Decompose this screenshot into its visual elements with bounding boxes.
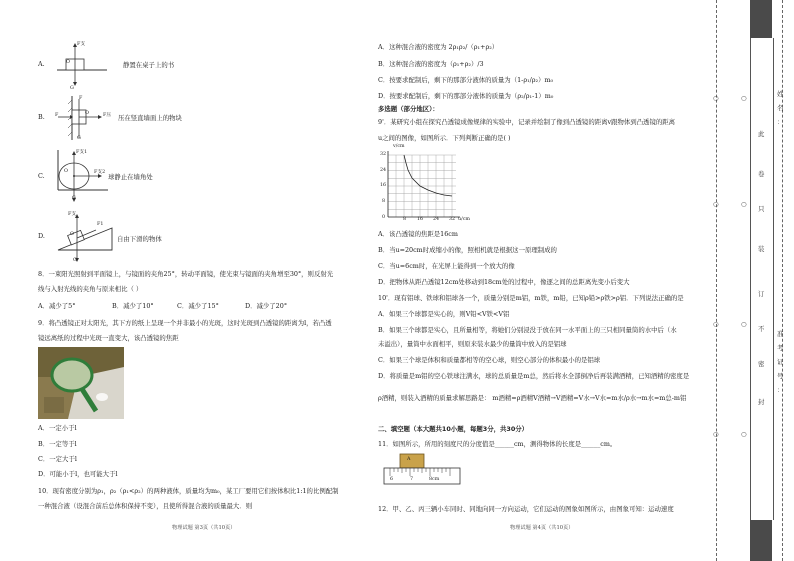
sidebar-mark: ○: [741, 94, 747, 102]
force-label: G: [73, 258, 77, 263]
sidebar-mark: ○: [713, 94, 719, 102]
force-label: G: [70, 86, 74, 91]
object-label: O: [66, 60, 70, 65]
magnifier-photo: [38, 347, 124, 419]
sidebar-mark: ○: [741, 320, 747, 328]
option-c: C．如果三个球是体积和质量都相等的空心球，则空心部分的体积最小的是铝球: [378, 356, 601, 364]
graph-ytick: 24: [380, 168, 387, 173]
question-stem: 一种混合液（设混合前后总体积保持不变），且使所得混合液的质量最大．则: [38, 502, 253, 510]
ruler-block-label: A: [407, 457, 411, 462]
ruler-tick: 8cm: [429, 477, 440, 482]
option-a: A．该凸透镜的焦距是16cm: [378, 230, 458, 238]
question-stem: 线与入射光线的夹角与原来相比（ ）: [38, 285, 143, 293]
option-b: B．当u=20cm时成缩小的像，照相机就是根据这一原理制成的: [378, 246, 557, 254]
sidebar-label: 订: [758, 290, 765, 298]
object-label: O: [70, 232, 74, 237]
option-b: B．如果三个球都是实心，且所量相等，将她们分别浸没于放在同一水平面上的三只相同量筒的水中后（水: [378, 326, 677, 334]
ruler-figure: [382, 452, 462, 498]
sidebar-label: 考: [777, 344, 784, 352]
force-label: F支2: [94, 170, 106, 175]
option-d-cont: ρ酒精，则装入酒精的质量求解思路是： m酒精=ρ酒精V酒精→V酒精=V水→V水=m水/ρ水→m水=m总-m铝: [378, 394, 687, 402]
option-d: D．将质量是m铝的空心铁球注满水，球的总质量是m总，然后将水全部倒净后再装满酒精，已知酒精的密度是: [378, 372, 690, 380]
sidebar-label: 准: [777, 330, 784, 338]
q10-option-a: A．这种混合液的密度为 2ρ₁ρ₂/（ρ₁+ρ₂）: [378, 43, 499, 51]
sidebar-mark: ○: [713, 320, 719, 328]
sidebar-label: 名: [777, 104, 784, 112]
sidebar-frame: [750, 38, 774, 520]
option-c: C．一定大于l: [38, 455, 77, 463]
figure-caption: 静置在桌子上的书: [123, 61, 175, 69]
option-letter: A.: [38, 60, 45, 68]
question-stem: 10．现有密度分别为ρ₁，ρ₂（ρ₁<ρ₂）的两种液体，质量均为m₀，某工厂要用它们按体积比1:1的比例配制: [38, 487, 339, 495]
q10-option-d: D．按要求配制后，剩下的那部分液体的质量为（ρ₂/ρ₁-1）m₀: [378, 92, 554, 100]
question-stem: 镜远离纸的过程中光斑一直变大，该凸透镜的焦距: [38, 334, 179, 342]
force-label: F支1: [76, 150, 88, 155]
question-stem: 8．一束阳光照射到平面镜上，与镜面的夹角25°，转动平面镜，使光束与镜面的夹角增至30°，则反射光: [38, 270, 334, 278]
question-stem: 10'．现有铝球、铁球和铝球各一个，质量分别是m铝，m铁，m铅，已知ρ铅>ρ铁>ρ铝．下列说法正确的是: [378, 294, 684, 302]
sidebar-label: 号: [777, 372, 784, 380]
sidebar-dark-block: [750, 520, 772, 561]
sidebar-label: 证: [777, 358, 784, 366]
force-label: F: [55, 113, 59, 118]
question-stem: u之间的图像，如图所示．下列判断正确的是( ): [378, 134, 511, 142]
question-12: 12．甲、乙、丙三辆小车同时、同地向同一方向运动，它们运动的图象如图所示，由图象可知：运动速度: [378, 505, 674, 513]
sidebar-label: 此: [758, 130, 765, 138]
force-diagram-c: [52, 148, 112, 204]
sidebar-label: 不: [758, 325, 765, 333]
figure-caption: 球静止在墙角处: [108, 173, 153, 181]
option-a: A．一定小于l: [38, 424, 77, 432]
force-label: F支: [68, 212, 77, 217]
sidebar-label: 封: [758, 398, 765, 406]
sidebar-label: 密: [758, 360, 765, 368]
question-stem: 9'．某研究小组在探究凸透镜成像规律的实验中，记录并绘制了像到凸透镜的距离v跟物体到凸透镜的距离: [378, 118, 676, 126]
object-label: O: [64, 169, 68, 174]
option-c: C．当u=6cm时，在光屏上能得到一个放大的像: [378, 262, 515, 270]
force-label: G: [77, 136, 81, 141]
sidebar-label: 装: [758, 245, 765, 253]
figure-caption: 自由下滑的物体: [117, 235, 162, 243]
force-label: G: [72, 196, 76, 201]
question-stem: 9．将凸透镜正对太阳光，其下方的纸上呈现一个并非最小的光斑，这时光斑到凸透镜的距离为l，若凸透: [38, 319, 332, 327]
figure-caption: 压在竖直墙面上的物块: [118, 114, 182, 122]
page-footer: 物理试题 第3页（共10页）: [172, 525, 236, 531]
uv-graph: [380, 143, 490, 228]
option-letter: C.: [38, 172, 45, 180]
sidebar-label: ：: [777, 386, 784, 394]
force-label: F支: [77, 42, 86, 47]
option-letter: B.: [38, 113, 45, 121]
object-label: O: [85, 111, 89, 116]
ruler-tick: 7: [410, 477, 414, 482]
section-heading: 多选题（部分地区）：: [378, 105, 439, 113]
question-11: 11．如图所示，所用的刻度尺的分度值是______cm，测得物体的长度是______cm。: [378, 440, 617, 448]
graph-ytick: 8: [382, 199, 386, 204]
graph-ytick: 16: [380, 183, 387, 188]
sidebar-mark: ○: [713, 430, 719, 438]
page-footer: 物理试题 第4页（共10页）: [510, 525, 574, 531]
sidebar-mark: ○: [713, 200, 719, 208]
option-b-cont: 未溢出），量筒中水面相平，则原来装水最少的量筒中放入的是铝球: [378, 340, 567, 348]
option-d: D．减少了20°: [245, 302, 288, 310]
sidebar-label: 只: [758, 205, 765, 213]
graph-ylabel: v/cm: [393, 144, 405, 149]
q10-option-b: B．这种混合液的密度为（ρ₁+ρ₂）/3: [378, 60, 484, 68]
dotted-line: [716, 0, 718, 561]
graph-ytick: 0: [382, 215, 386, 220]
section-heading: 二、填空题（本大题共10小题，每题3分，共30分）: [378, 425, 529, 433]
sidebar-label: 姓: [777, 90, 784, 98]
graph-xtick: 8: [403, 217, 407, 222]
graph-xlabel: u/cm: [458, 217, 470, 222]
force-label: F压: [103, 113, 112, 118]
graph-ytick: 32: [380, 152, 387, 157]
option-a: A．如果三个球都是实心的，则V铅<V铁<V铝: [378, 310, 510, 318]
option-a: A．减少了5°: [38, 302, 76, 310]
option-b: B．一定等于l: [38, 440, 77, 448]
sidebar-mark: ○: [741, 200, 747, 208]
sidebar-dark-block: [750, 0, 772, 38]
force-diagram-d: [52, 208, 118, 266]
force-label: F: [79, 96, 83, 101]
ruler-tick: 6: [390, 477, 394, 482]
option-c: C．减少了15°: [177, 302, 219, 310]
option-d: D．把物体从距凸透镜12cm处移动到18cm处的过程中，像逐之间的总距离先变小后变大: [378, 278, 630, 286]
sidebar-label: 卷: [758, 170, 765, 178]
dotted-line: [782, 0, 784, 561]
sidebar-mark: ○: [741, 430, 747, 438]
option-b: B．减少了10°: [112, 302, 154, 310]
force-label: F1: [97, 222, 104, 227]
graph-xtick: 24: [433, 217, 440, 222]
graph-xtick: 16: [417, 217, 424, 222]
q10-option-c: C．按要求配制后，剩下的那部分液体的质量为（1-ρ₁/ρ₂）m₀: [378, 76, 554, 84]
option-d: D．可能小于l，也可能大于l: [38, 470, 118, 478]
option-letter: D.: [38, 232, 45, 240]
graph-xtick: 32: [449, 217, 456, 222]
sidebar-label: ：: [777, 118, 784, 126]
